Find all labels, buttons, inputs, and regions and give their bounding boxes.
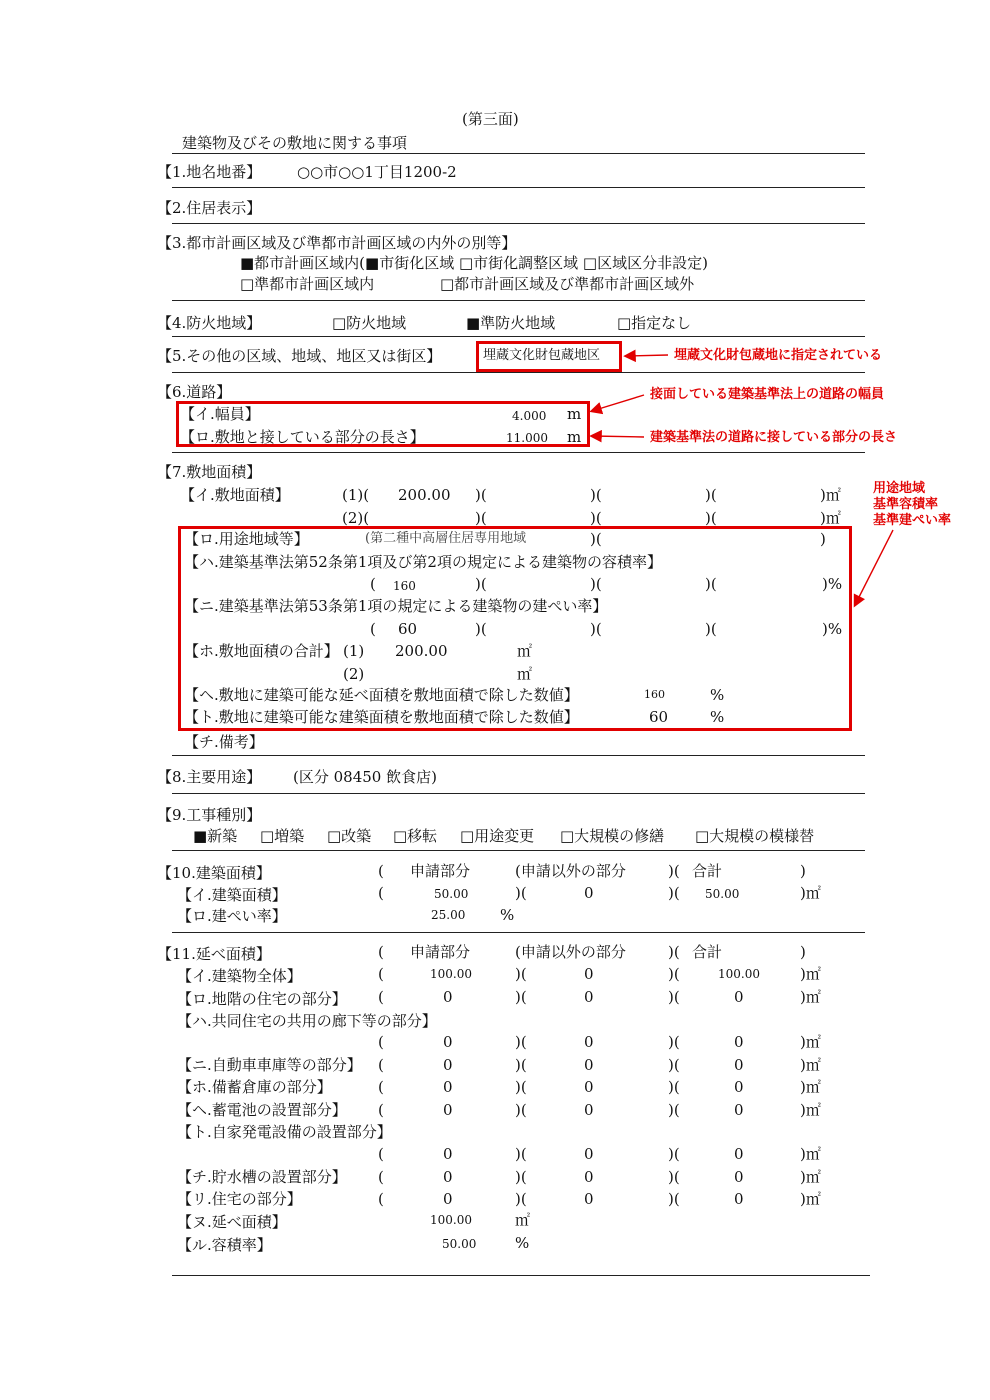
s9-option-7: □大規模の模様替: [695, 827, 815, 845]
s11-row-v2: 0: [584, 1168, 594, 1186]
s11-row-v1: 0: [443, 988, 453, 1006]
s11-row-v1: 0: [443, 1101, 453, 1119]
unit-pct: %: [710, 708, 725, 726]
unit-m2: )㎡: [800, 1033, 821, 1051]
s7-row1-value: 200.00: [398, 486, 451, 504]
paren: )(: [515, 1078, 527, 1096]
s8-label: 【8.主要用途】: [157, 768, 262, 786]
paren: )(: [668, 1078, 680, 1096]
s7-ni-label: 【ニ.建築基準法第53条第1項の規定による建築物の建ぺい率】: [184, 597, 608, 615]
annotation-2: 接面している建築基準法上の道路の幅員: [650, 387, 885, 402]
s11-row-v1: 0: [443, 1033, 453, 1051]
s10-ro-value: 25.00: [431, 908, 466, 922]
unit-pct: %: [500, 906, 515, 924]
s7-ho-2: (2): [343, 665, 365, 683]
s9-option-3: □改築: [327, 827, 372, 845]
paren: )(: [668, 1056, 680, 1074]
paren: )(: [515, 1190, 527, 1208]
unit-m2: ㎡: [517, 665, 533, 683]
s7-i-label: 【イ.敷地面積】: [180, 486, 290, 504]
s11-row-v2: 0: [584, 1190, 594, 1208]
unit-m2: )㎡: [800, 1168, 821, 1186]
s10-label: 【10.建築面積】: [157, 864, 271, 882]
arrow-3: [592, 436, 644, 437]
paren: )(: [590, 575, 602, 593]
s7-to-value: 60: [649, 708, 669, 726]
s11-row-v3: 0: [734, 1078, 744, 1096]
paren: )(: [590, 530, 602, 548]
paren: )(: [475, 486, 487, 504]
paren: )(: [705, 575, 717, 593]
s7-ro-value: (第二種中高層住居専用地域: [365, 531, 527, 546]
paren: )(: [668, 862, 680, 880]
s10-header-2: (申請以外の部分: [515, 862, 626, 880]
s3-label: 【3.都市計画区域及び準都市計画区域の内外の別等】: [157, 234, 517, 252]
s11-row-v2: 0: [584, 1078, 594, 1096]
paren: (: [378, 965, 384, 983]
paren: )(: [590, 620, 602, 638]
s11-ru-value: 50.00: [442, 1237, 477, 1251]
s4-option-3: □指定なし: [617, 314, 692, 332]
s11-row-v1: 0: [443, 1145, 453, 1163]
s7-to-label: 【ト.敷地に建築可能な建築面積を敷地面積で除した数値】: [184, 708, 579, 726]
s11-row-v1: 0: [443, 1168, 453, 1186]
s3-line2a: □準都市計画区域内: [240, 275, 375, 293]
arrow-2: [592, 395, 644, 411]
s11-row-label: 【チ.貯水槽の設置部分】: [177, 1168, 347, 1186]
s11-row-label: 【リ.住宅の部分】: [177, 1190, 302, 1208]
s4-label: 【4.防火地域】: [157, 314, 262, 332]
s7-row1-no: (1)(: [342, 486, 370, 504]
s7-ha-value: 160: [393, 579, 416, 593]
s11-row-v2: 0: [584, 988, 594, 1006]
annotation-3: 建築基準法の道路に接している部分の長さ: [650, 430, 898, 445]
paren: (: [378, 884, 384, 902]
s11-row-v1: 100.00: [430, 967, 472, 981]
unit-m2: )㎡: [800, 988, 821, 1006]
s7-ro-label: 【ロ.用途地域等】: [184, 530, 309, 548]
s11-row-label: 【ロ.地階の住宅の部分】: [177, 990, 347, 1008]
paren: (: [378, 1078, 384, 1096]
s10-i-label: 【イ.建築面積】: [177, 886, 287, 904]
unit-pct: )%: [822, 620, 843, 638]
s7-chi-label: 【チ.備考】: [184, 733, 264, 751]
paren: )(: [668, 1168, 680, 1186]
s9-option-2: □増築: [260, 827, 305, 845]
paren: )(: [668, 965, 680, 983]
s11-row-label: 【ホ.備蓄倉庫の部分】: [177, 1078, 332, 1096]
s11-row-v2: 0: [584, 1056, 594, 1074]
s7-label: 【7.敷地面積】: [157, 463, 262, 481]
s1-label: 【1.地名地番】: [157, 163, 262, 181]
s3-line2b: □都市計画区域及び準都市計画区域外: [440, 275, 695, 293]
arrow-4: [855, 530, 893, 605]
s11-row-v1: 0: [443, 1056, 453, 1074]
s11-nu-label: 【ヌ.延べ面積】: [177, 1213, 287, 1231]
s11-row-v1: 0: [443, 1190, 453, 1208]
s5-label: 【5.その他の区域、地域、地区又は街区】: [157, 347, 442, 365]
paren: )(: [668, 1033, 680, 1051]
paren: )(: [515, 1033, 527, 1051]
s11-row-v3: 0: [734, 1056, 744, 1074]
s7-ho-1: (1): [343, 642, 365, 660]
s6-i-value: 4.000: [512, 409, 547, 423]
paren: (: [378, 1056, 384, 1074]
paren: (: [378, 862, 384, 880]
paren: )(: [668, 943, 680, 961]
form-heading: 建築物及びその敷地に関する事項: [182, 134, 408, 152]
unit-m2: ㎡: [515, 1211, 531, 1229]
s11-row-v3: 100.00: [718, 967, 760, 981]
s11-row-v3: 0: [734, 988, 744, 1006]
paren: )(: [668, 988, 680, 1006]
s11-row-v3: 0: [734, 1168, 744, 1186]
paren: )(: [515, 884, 527, 902]
s11-label: 【11.延べ面積】: [157, 945, 271, 963]
paren: )(: [475, 620, 487, 638]
paren: (: [378, 1145, 384, 1163]
paren: )(: [515, 1056, 527, 1074]
unit-m2: )㎡: [800, 1190, 821, 1208]
paren: )(: [668, 1101, 680, 1119]
paren: (: [378, 1168, 384, 1186]
paren: )(: [515, 965, 527, 983]
s9-option-5: □用途変更: [460, 827, 535, 845]
annotation-1: 埋蔵文化財包蔵地に指定されている: [674, 348, 883, 363]
s6-i-unit: m: [567, 405, 582, 423]
s6-ro-value: 11.000: [506, 431, 548, 445]
s11-row-v3: 0: [734, 1033, 744, 1051]
unit-m2: )㎡: [800, 965, 821, 983]
paren: )(: [705, 486, 717, 504]
paren: )(: [705, 509, 717, 527]
paren: )(: [668, 1145, 680, 1163]
paren: )(: [515, 1168, 527, 1186]
s10-header-1: 申請部分: [410, 862, 471, 880]
s11-row-v3: 0: [734, 1101, 744, 1119]
unit-m2: )㎡: [820, 509, 841, 527]
s11-row-label: 【イ.建築物全体】: [177, 967, 302, 985]
s11-ru-label: 【ル.容積率】: [177, 1236, 272, 1254]
s11-row-v1: 0: [443, 1078, 453, 1096]
paren: ): [820, 530, 826, 548]
s7-ha-label: 【ハ.建築基準法第52条第1項及び第2項の規定による建築物の容積率】: [184, 553, 662, 571]
paren: )(: [475, 509, 487, 527]
s9-option-4: □移転: [393, 827, 438, 845]
unit-m2: )㎡: [800, 1056, 821, 1074]
paren: (: [378, 1033, 384, 1051]
paren: )(: [475, 575, 487, 593]
paren: )(: [515, 988, 527, 1006]
paren: )(: [515, 1101, 527, 1119]
s4-option-1: □防火地域: [332, 314, 407, 332]
unit-m2: )㎡: [800, 1145, 821, 1163]
paren: (: [370, 620, 376, 638]
s11-row-v2: 0: [584, 1033, 594, 1051]
s7-he-label: 【ヘ.敷地に建築可能な延べ面積を敷地面積で除した数値】: [184, 686, 579, 704]
paren: (: [370, 575, 376, 593]
s10-ro-label: 【ロ.建ぺい率】: [177, 907, 287, 925]
s10-i-v1: 50.00: [434, 887, 469, 901]
s7-row2-no: (2)(: [342, 509, 370, 527]
paren: )(: [515, 1145, 527, 1163]
s9-option-6: □大規模の修繕: [560, 827, 665, 845]
s9-option-1: ■新築: [193, 827, 238, 845]
paren: (: [378, 943, 384, 961]
unit-pct: %: [710, 686, 725, 704]
s5-value: 埋蔵文化財包蔵地区: [483, 348, 601, 363]
s3-line1: ■都市計画区域内(■市街化区域 □市街化調整区域 □区域区分非設定): [240, 254, 708, 272]
s10-header-3: 合計: [692, 862, 723, 880]
s1-value: ○○市○○1丁目1200-2: [297, 163, 457, 181]
s6-ro-unit: m: [567, 428, 582, 446]
annotation-4-line3: 基準建ぺい率: [873, 513, 952, 528]
s11-nu-value: 100.00: [430, 1213, 472, 1227]
unit-m2: )㎡: [800, 1078, 821, 1096]
s11-header-2: (申請以外の部分: [515, 943, 626, 961]
s11-row-label: 【ニ.自動車車庫等の部分】: [177, 1056, 362, 1074]
s7-ni-value: 60: [398, 620, 418, 638]
paren: )(: [668, 1190, 680, 1208]
s6-ro-label: 【ロ.敷地と接している部分の長さ】: [180, 428, 425, 446]
s4-option-2: ■準防火地域: [466, 314, 556, 332]
s11-row-v2: 0: [584, 965, 594, 983]
s11-header-3: 合計: [692, 943, 723, 961]
annotation-4-line1: 用途地域: [873, 481, 926, 496]
s11-row-label: 【ハ.共同住宅の共用の廊下等の部分】: [177, 1012, 437, 1030]
s10-i-v2: 0: [584, 884, 594, 902]
s6-i-label: 【イ.幅員】: [180, 405, 260, 423]
paren: ): [800, 862, 806, 880]
unit-m2: ㎡: [517, 642, 533, 660]
paren: )(: [668, 884, 680, 902]
s7-ho-label: 【ホ.敷地面積の合計】: [184, 642, 339, 660]
s7-he-value: 160: [644, 688, 665, 701]
s11-header-1: 申請部分: [410, 943, 471, 961]
s2-label: 【2.住居表示】: [157, 199, 262, 217]
s11-row-v3: 0: [734, 1145, 744, 1163]
paren: )(: [590, 509, 602, 527]
s11-row-v3: 0: [734, 1190, 744, 1208]
unit-m2: )㎡: [820, 486, 841, 504]
s8-value: (区分 08450 飲食店): [293, 768, 437, 786]
paren: (: [378, 988, 384, 1006]
annotation-4-line2: 基準容積率: [873, 497, 939, 512]
s7-ho-1-value: 200.00: [395, 642, 448, 660]
unit-m2: )㎡: [800, 1101, 821, 1119]
s11-row-v2: 0: [584, 1145, 594, 1163]
paren: (: [378, 1190, 384, 1208]
s11-row-label: 【ト.自家発電設備の設置部分】: [177, 1123, 392, 1141]
paren: )(: [705, 620, 717, 638]
s9-label: 【9.工事種別】: [157, 806, 262, 824]
s11-row-label: 【ヘ.蓄電池の設置部分】: [177, 1101, 347, 1119]
paren: )(: [590, 486, 602, 504]
unit-pct: %: [515, 1234, 530, 1252]
unit-m2: )㎡: [800, 884, 821, 902]
paren: ): [800, 943, 806, 961]
paren: (: [378, 1101, 384, 1119]
arrow-1: [626, 355, 668, 356]
unit-pct: )%: [822, 575, 843, 593]
s11-row-v2: 0: [584, 1101, 594, 1119]
page-title: (第三面): [462, 110, 519, 128]
s10-i-v3: 50.00: [705, 887, 740, 901]
s6-label: 【6.道路】: [157, 383, 232, 401]
